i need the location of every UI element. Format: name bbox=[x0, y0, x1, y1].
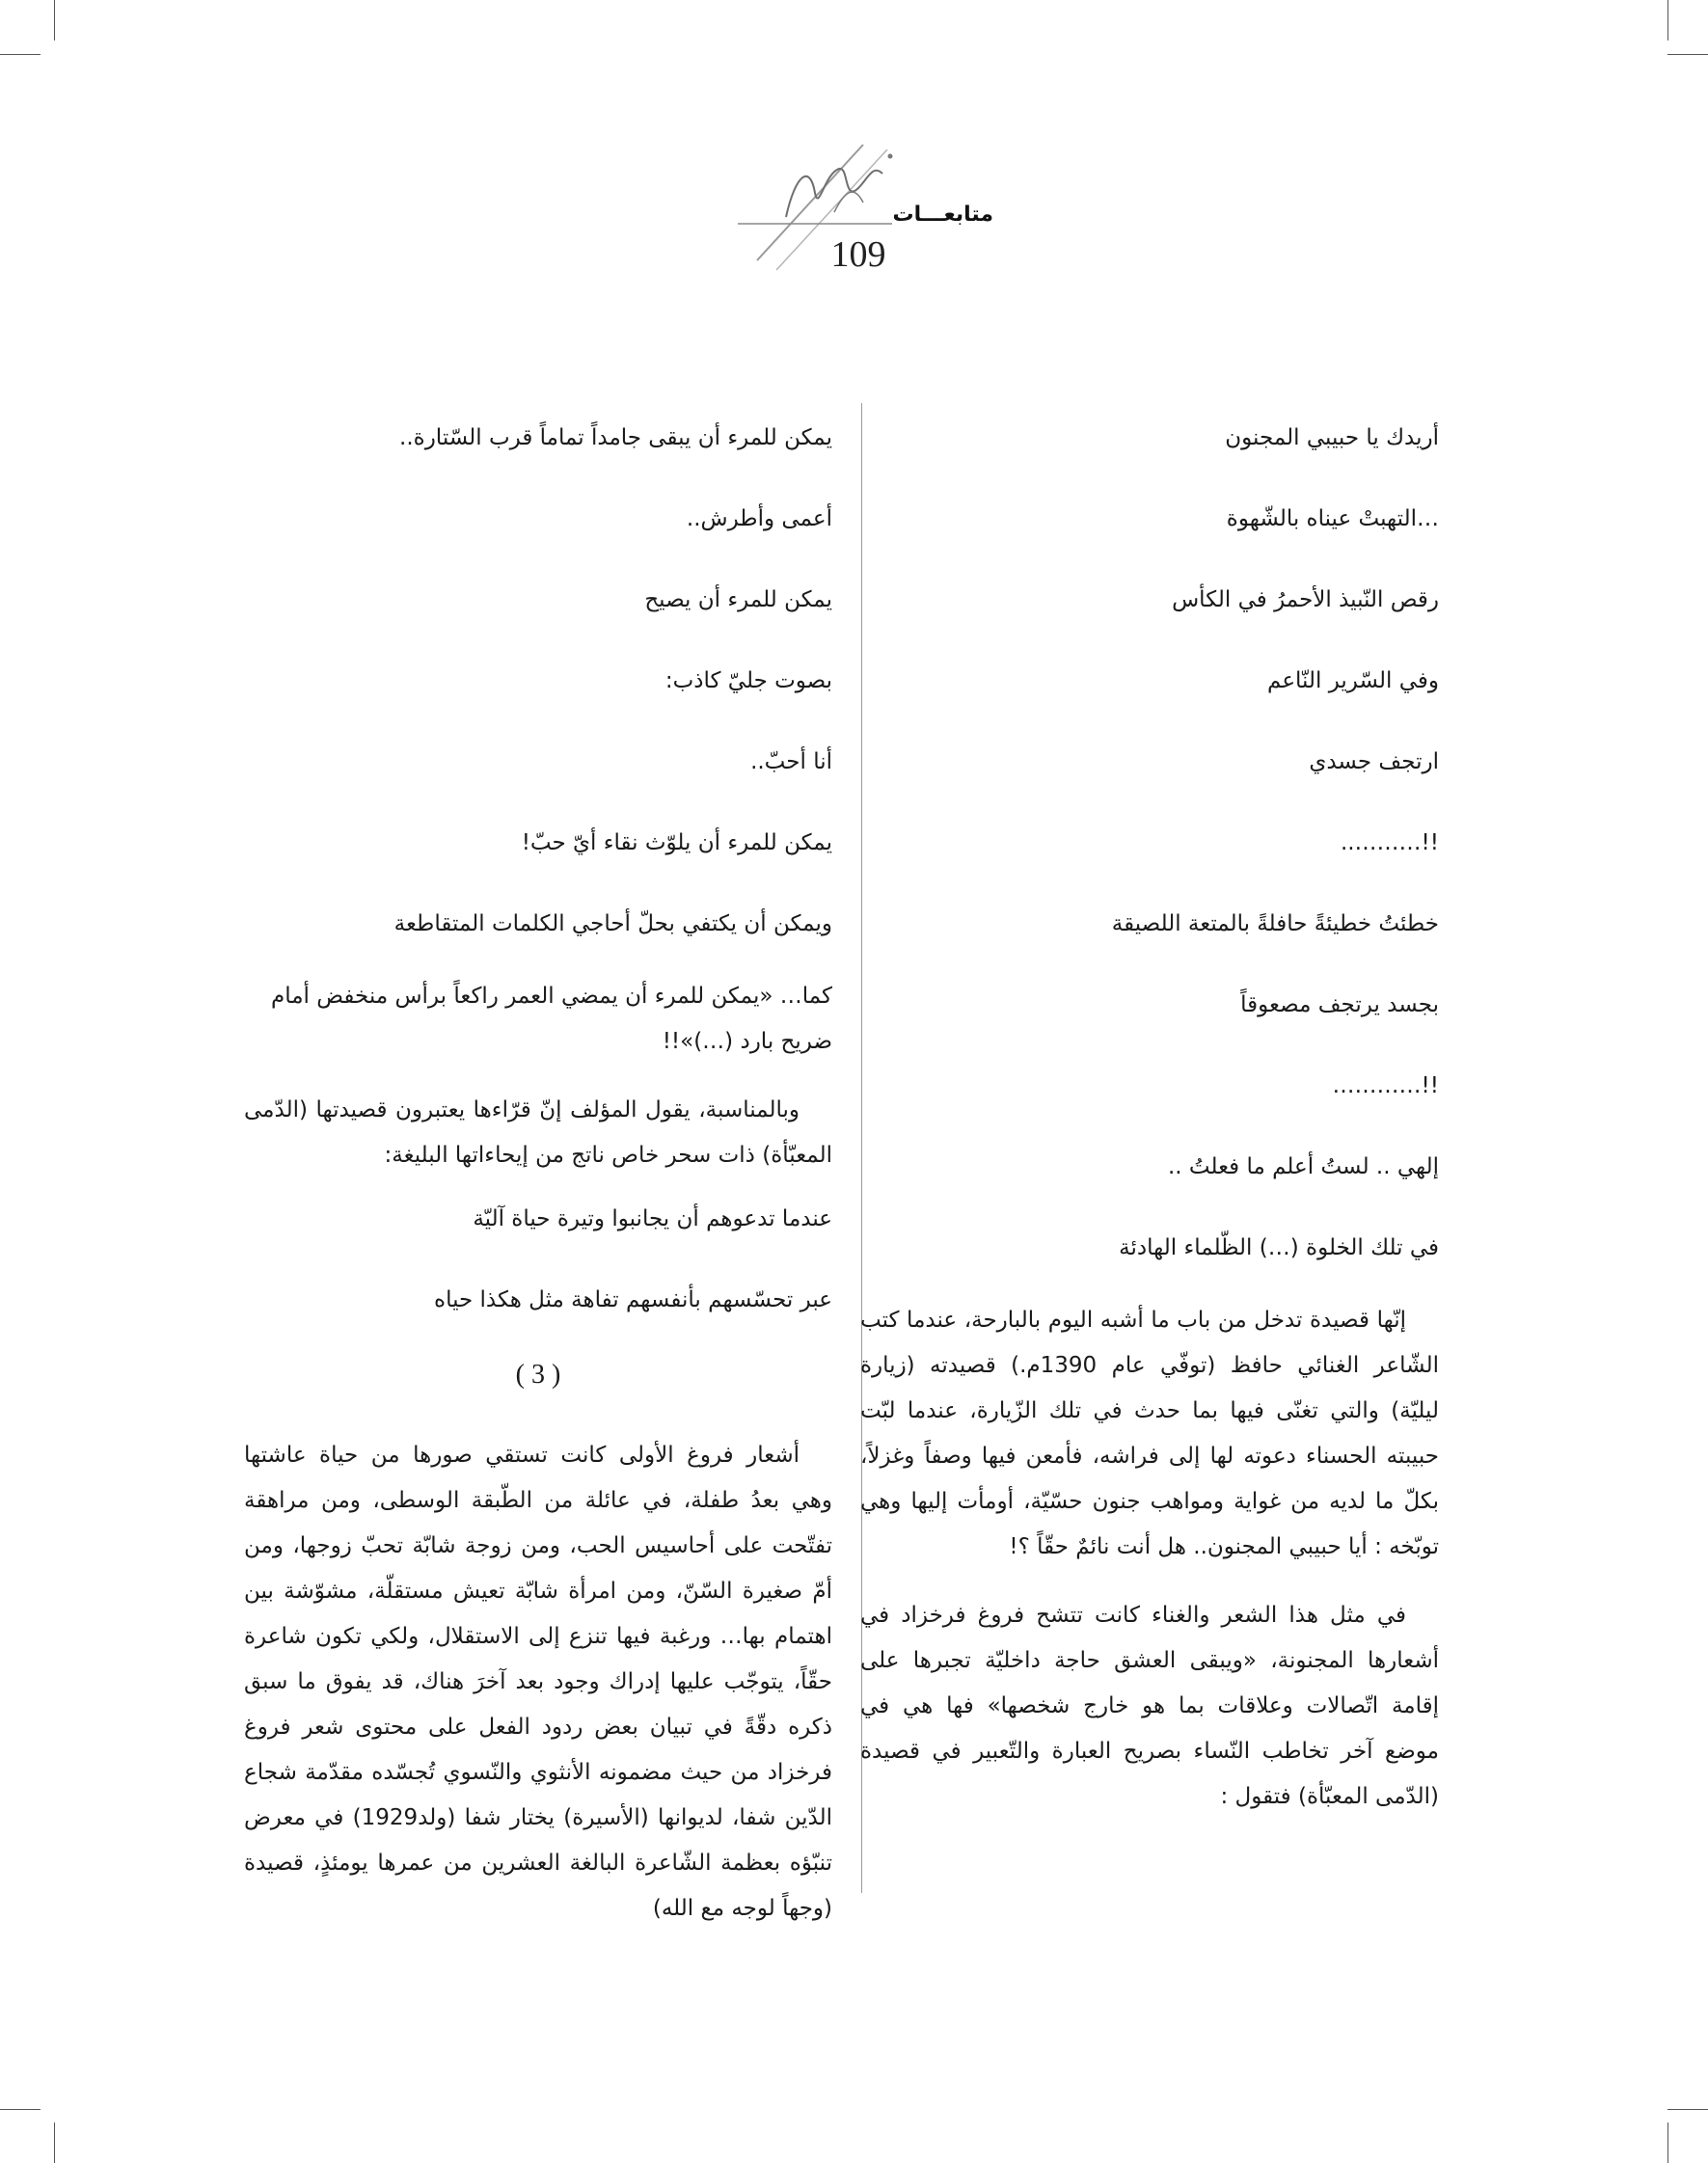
poem-line: ارتجف جسدي bbox=[1309, 749, 1439, 774]
poem-line: وفي السّرير النّاعم bbox=[1267, 668, 1439, 693]
body-paragraph: إنّها قصيدة تدخل من باب ما أشبه اليوم بالبارحة، عندما كتب الشّاعر الغنائي حافظ (توفّي عام 1390م.) قصيدته (زيارة ليليّة) والتي تغنّى فيها بما حدث في تلك الزّيارة، عندما لبّت حبيبته الحسناء دعوته لها إلى فراشه، فأمعن فيها وصفاً وغزلاً، بكلّ ما لديه من غواية ومواهب جنون حسّيّة، أومأت إليها وهي توبّخه : أيا حبيبي المجنون.. هل أنت نائمٌ حقّاً ؟! bbox=[860, 1308, 1439, 1559]
poem-line: عندما تدعوهم أن يجانبوا وتيرة حياة آليّة bbox=[473, 1206, 832, 1231]
poem-line: يمكن للمرء أن يلوّث نقاء أيّ حبّ! bbox=[521, 830, 832, 855]
body-paragraph: أشعار فروغ الأولى كانت تستقي صورها من حياة عاشتها وهي بعدُ طفلة، في عائلة من الطّبقة الوسطى، ومن مراهقة تفتّحت على أحاسيس الحب، ومن زوجة شابّة تحبّ زوجها، ومن أمّ صغيرة السّنّ، ومن امرأة شابّة تعيش مستقلّة، مشوّشة بين اهتمام بها… ورغبة فيها تنزع إلى الاستقلال، ولكي تكون شاعرة حقّاً، يتوجّب عليها إدراك وجود بعد آخرَ هناك، قد يفوق ما سبق ذكره دقّةً في تبيان بعض ردود الفعل على محتوى شعر فروغ فرخزاد من حيث مضمونه الأنثوي والنّسوي تُجسّده مقدّمة شجاع الدّين شفا، لديوانها (الأسيرة) يختار شفا (ولد1929) في معرض تنبّؤه بعظمة الشّاعرة البالغة العشرين من عمرها يومئذٍ، قصيدة (وجهاً لوجه مع الله) bbox=[244, 1443, 832, 1921]
crop-mark-top-right-v bbox=[1667, 0, 1668, 41]
poem-line: !!………… bbox=[1332, 1073, 1439, 1098]
poem-line: خطئتُ خطيئةً حافلةً بالمتعة اللصيقة bbox=[1111, 911, 1439, 936]
crop-mark-bottom-left bbox=[0, 2109, 41, 2110]
quote-paragraph: كما… «يمكن للمرء أن يمضي العمر راكعاً برأس منخفض أمام ضريح بارد (…)»!! bbox=[270, 984, 832, 1054]
body-paragraph: وبالمناسبة، يقول المؤلف إنّ قرّاءها يعتبرون قصيدتها (الدّمى المعبّأة) ذات سحر خاص ناتج من إيحاءاتها البليغة: bbox=[244, 1097, 832, 1168]
page-number: 109 bbox=[830, 234, 886, 275]
poem-line: عبر تحسّسهم بأنفسهم تفاهة مثل هكذا حياه bbox=[434, 1287, 832, 1312]
crop-mark-bottom-right-v bbox=[1667, 2122, 1668, 2163]
crop-mark-top-left-v bbox=[54, 0, 55, 41]
section-number: ( 3 ) bbox=[515, 1360, 561, 1390]
crop-mark-bottom-left-v bbox=[54, 2122, 55, 2163]
section-label: متابعـــات bbox=[892, 203, 993, 227]
poem-line: بجسد يرتجف مصعوقاً bbox=[1240, 992, 1439, 1017]
poem-line: أريدك يا حبيبي المجنون bbox=[1225, 425, 1439, 450]
poem-line: يمكن للمرء أن يبقى جامداً تماماً قرب السّتارة.. bbox=[399, 425, 832, 450]
poem-line: بصوت جليّ كاذب: bbox=[664, 668, 832, 693]
poem-line: يمكن للمرء أن يصيح bbox=[644, 587, 832, 612]
body-paragraph: في مثل هذا الشعر والغناء كانت تتشح فروغ فرخزاد في أشعارها المجنونة، «ويبقى العشق حاجة داخليّة تجبرها على إقامة اتّصالات وعلاقات بما هو خارج شخصها» فها هي في موضع آخر تخاطب النّساء بصريح العبارة والتّعبير في قصيدة (الدّمى المعبّأة) فتقول : bbox=[860, 1603, 1439, 1809]
crop-mark-top-left bbox=[0, 54, 41, 55]
poem-line: في تلك الخلوة (…) الظّلماء الهادئة bbox=[1119, 1235, 1439, 1260]
poem-line: أعمى وأطرش.. bbox=[686, 506, 832, 531]
page-header bbox=[0, 135, 1708, 299]
poem-line: أنا أحبّ.. bbox=[750, 749, 832, 774]
right-column bbox=[860, 397, 1439, 1820]
poem-line: ويمكن أن يكتفي بحلّ أحاجي الكلمات المتقاطعة bbox=[393, 911, 832, 936]
left-column bbox=[244, 397, 832, 1932]
poem-line: رقص النّبيذ الأحمرُ في الكأس bbox=[1172, 587, 1439, 612]
crop-mark-top-right bbox=[1667, 54, 1708, 55]
crop-mark-bottom-right bbox=[1667, 2109, 1708, 2110]
poem-line: …التهبتْ عيناه بالشّهوة bbox=[1226, 506, 1439, 531]
poem-line: !!……….. bbox=[1340, 830, 1439, 855]
poem-line: إلهي .. لستُ أعلم ما فعلتُ .. bbox=[1167, 1154, 1439, 1179]
